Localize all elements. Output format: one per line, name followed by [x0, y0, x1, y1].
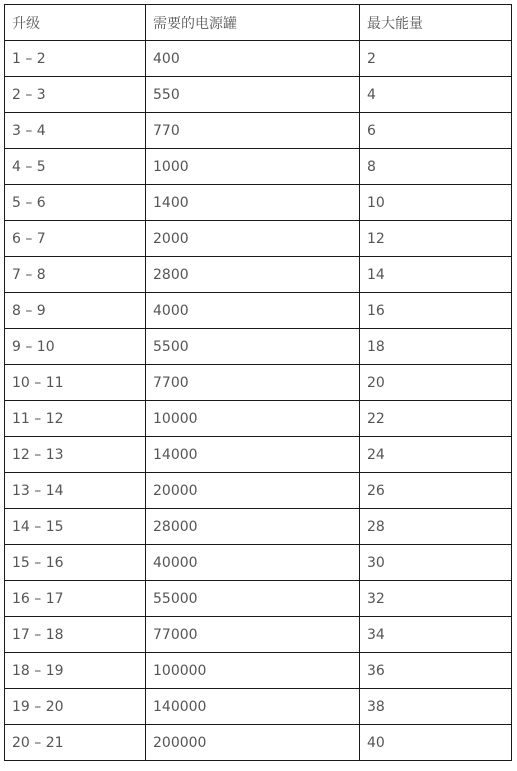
cell-upgrade-level: 15 – 16	[5, 545, 146, 581]
cell-power-cells: 5500	[146, 329, 360, 365]
table-header-row	[5, 5, 512, 41]
cell-max-energy: 34	[360, 617, 512, 653]
table-row	[5, 725, 512, 761]
cell-max-energy: 2	[360, 41, 512, 77]
table-row	[5, 653, 512, 689]
cell-power-cells: 10000	[146, 401, 360, 437]
upgrade-table	[4, 4, 512, 761]
cell-upgrade-level: 12 – 13	[5, 437, 146, 473]
cell-max-energy: 30	[360, 545, 512, 581]
cell-upgrade-level: 5 – 6	[5, 185, 146, 221]
table-row	[5, 545, 512, 581]
cell-max-energy: 28	[360, 509, 512, 545]
cell-power-cells: 55000	[146, 581, 360, 617]
cell-upgrade-level: 19 – 20	[5, 689, 146, 725]
cell-upgrade-level: 7 – 8	[5, 257, 146, 293]
cell-max-energy: 16	[360, 293, 512, 329]
cell-upgrade-level: 8 – 9	[5, 293, 146, 329]
header-upgrade: 升级	[5, 5, 146, 41]
cell-max-energy: 38	[360, 689, 512, 725]
table-row	[5, 689, 512, 725]
table-row	[5, 365, 512, 401]
cell-power-cells: 4000	[146, 293, 360, 329]
cell-power-cells: 2800	[146, 257, 360, 293]
table-row	[5, 617, 512, 653]
cell-max-energy: 32	[360, 581, 512, 617]
table-row	[5, 509, 512, 545]
cell-upgrade-level: 4 – 5	[5, 149, 146, 185]
cell-power-cells: 40000	[146, 545, 360, 581]
cell-max-energy: 18	[360, 329, 512, 365]
cell-max-energy: 40	[360, 725, 512, 761]
cell-upgrade-level: 18 – 19	[5, 653, 146, 689]
cell-power-cells: 550	[146, 77, 360, 113]
cell-upgrade-level: 9 – 10	[5, 329, 146, 365]
cell-power-cells: 200000	[146, 725, 360, 761]
cell-max-energy: 12	[360, 221, 512, 257]
table-row	[5, 113, 512, 149]
cell-max-energy: 8	[360, 149, 512, 185]
table-row	[5, 581, 512, 617]
table-row	[5, 293, 512, 329]
table-row	[5, 149, 512, 185]
cell-max-energy: 26	[360, 473, 512, 509]
table-row	[5, 473, 512, 509]
cell-upgrade-level: 16 – 17	[5, 581, 146, 617]
cell-power-cells: 1400	[146, 185, 360, 221]
cell-max-energy: 4	[360, 77, 512, 113]
cell-max-energy: 24	[360, 437, 512, 473]
cell-upgrade-level: 20 – 21	[5, 725, 146, 761]
cell-max-energy: 20	[360, 365, 512, 401]
cell-power-cells: 100000	[146, 653, 360, 689]
cell-upgrade-level: 10 – 11	[5, 365, 146, 401]
table-row	[5, 329, 512, 365]
cell-power-cells: 7700	[146, 365, 360, 401]
table-row	[5, 257, 512, 293]
cell-upgrade-level: 6 – 7	[5, 221, 146, 257]
cell-upgrade-level: 11 – 12	[5, 401, 146, 437]
cell-power-cells: 400	[146, 41, 360, 77]
table-row	[5, 185, 512, 221]
cell-upgrade-level: 17 – 18	[5, 617, 146, 653]
cell-upgrade-level: 13 – 14	[5, 473, 146, 509]
cell-power-cells: 14000	[146, 437, 360, 473]
cell-power-cells: 770	[146, 113, 360, 149]
cell-max-energy: 14	[360, 257, 512, 293]
table-row	[5, 401, 512, 437]
table-row	[5, 41, 512, 77]
cell-upgrade-level: 3 – 4	[5, 113, 146, 149]
table-row	[5, 221, 512, 257]
header-power-cells-required: 需要的电源罐	[146, 5, 360, 41]
cell-max-energy: 10	[360, 185, 512, 221]
cell-max-energy: 36	[360, 653, 512, 689]
table-body	[5, 41, 512, 761]
cell-upgrade-level: 14 – 15	[5, 509, 146, 545]
cell-power-cells: 28000	[146, 509, 360, 545]
cell-power-cells: 2000	[146, 221, 360, 257]
cell-max-energy: 22	[360, 401, 512, 437]
table-row	[5, 77, 512, 113]
cell-power-cells: 140000	[146, 689, 360, 725]
cell-upgrade-level: 1 – 2	[5, 41, 146, 77]
cell-power-cells: 1000	[146, 149, 360, 185]
table-row	[5, 437, 512, 473]
cell-max-energy: 6	[360, 113, 512, 149]
cell-power-cells: 77000	[146, 617, 360, 653]
cell-upgrade-level: 2 – 3	[5, 77, 146, 113]
cell-power-cells: 20000	[146, 473, 360, 509]
header-max-energy: 最大能量	[360, 5, 512, 41]
